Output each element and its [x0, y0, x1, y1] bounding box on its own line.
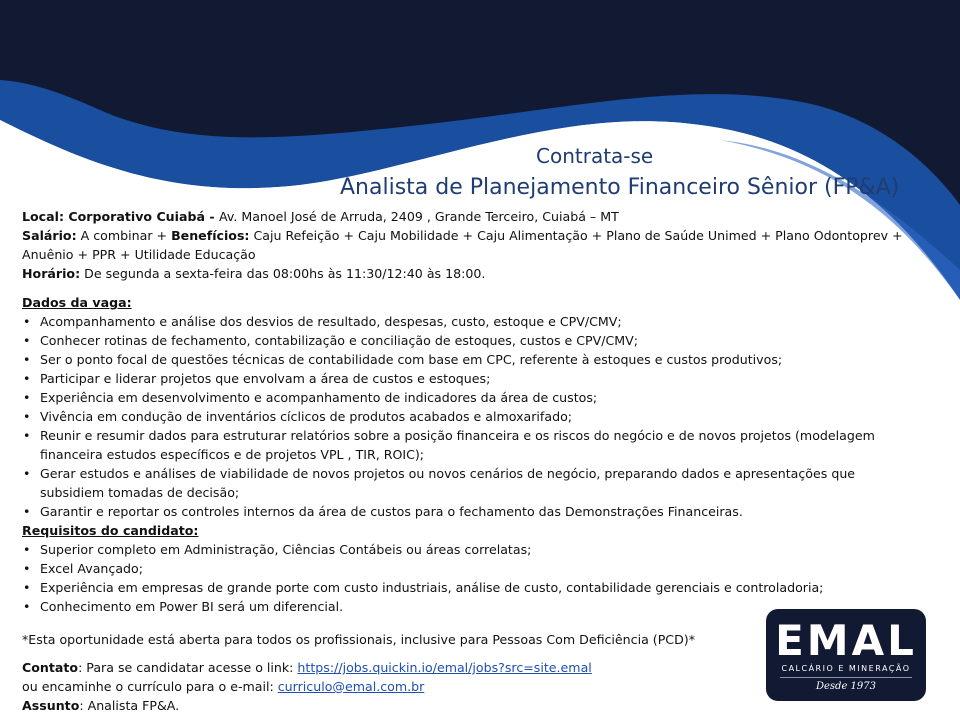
list-item: • Conhecimento em Power BI será um diferencial. [23, 599, 344, 614]
local-label: Local: Corporativo Cuiabá - [22, 209, 219, 224]
list-item: • Gerar estudos e análises de viabilidade de novos projetos ou novos cenários de negócio, preparando dados e apresentações que subsidiem tomadas de decisão; [23, 466, 856, 500]
bullet-icon: • [23, 580, 31, 595]
list-item: • Conhecer rotinas de fechamento, contabilização e conciliação de estoques, custos e CPV/CMV; [23, 333, 639, 348]
email-link[interactable]: curriculo@emal.com.br [277, 679, 425, 694]
list-item: • Experiência em desenvolvimento e acompanhamento de indicadores da área de custos; [23, 390, 598, 405]
beneficios-value: Caju Refeição + Caju Mobilidade + Caju Alimentação + Plano de Saúde Unimed + Plano Odontoprev + [249, 228, 903, 243]
bullet-icon: • [23, 542, 31, 557]
list-item: • Garantir e reportar os controles internos da área de custos para o fechamento das Demonstrações Financeiras. [23, 504, 743, 519]
contato-text: : Para se candidatar acesse o link: [78, 660, 298, 675]
logo-divider [780, 677, 912, 678]
assunto-value: : Analista FP&A. [79, 698, 180, 713]
horario-label: Horário: [22, 266, 81, 281]
horario-value: De segunda a sexta-feira das 08:00hs às 11:30/12:40 às 18:00. [80, 266, 486, 281]
bullet-icon: • [23, 314, 31, 329]
bullet-icon: • [23, 409, 31, 424]
local-value: Av. Manoel José de Arruda, 2409 , Grande Terceiro, Cuiabá – MT [218, 209, 619, 224]
bullet-icon: • [23, 352, 31, 367]
bullet-icon: • [23, 561, 31, 576]
pcd-note: *Esta oportunidade está aberta para todos os profissionais, inclusive para Pessoas Com Deficiência (PCD)* [22, 632, 696, 647]
list-item: • Superior completo em Administração, Ciências Contábeis ou áreas correlatas; [23, 542, 532, 557]
beneficios-label: Benefícios: [171, 228, 250, 243]
list-item: • Experiência em empresas de grande porte com custo industriais, análise de custo, contabilidade gerenciais e controladoria; [23, 580, 824, 595]
dados-heading: Dados da vaga: [22, 295, 132, 310]
bullet-icon: • [23, 466, 31, 481]
requisitos-list [22, 540, 922, 616]
beneficios-continuation: Anuênio + PPR + Utilidade Educação [22, 247, 256, 262]
emal-logo [766, 609, 926, 701]
bullet-icon: • [23, 333, 31, 348]
bullet-icon: • [23, 428, 31, 443]
dados-list [22, 312, 922, 521]
application-link[interactable]: https://jobs.quickin.io/emal/jobs?src=site.emal [297, 660, 592, 675]
logo-wordmark: EMAL [775, 616, 917, 665]
bullet-icon: • [23, 371, 31, 386]
salario-line [22, 226, 922, 245]
horario-line [22, 264, 922, 283]
logo-since: Desde 1973 [815, 681, 876, 692]
title-contrata-se: Contrata-se [536, 144, 654, 168]
salario-value: A combinar + [76, 228, 172, 243]
list-item: • Reunir e resumir dados para estruturar relatórios sobre a posição financeira e os riscos do negócio e de novos projetos (modelagem financeira estudos específicos e de projetos VPL , TIR, ROIC); [23, 428, 875, 462]
bullet-icon: • [23, 390, 31, 405]
list-item: • Vivência em condução de inventários cíclicos de produtos acabados e almoxarifado; [23, 409, 573, 424]
list-item: • Acompanhamento e análise dos desvios de resultado, despesas, custo, estoque e CPV/CMV; [23, 314, 622, 329]
bullet-icon: • [23, 599, 31, 614]
assunto-label: Assunto [22, 698, 80, 713]
bullet-icon: • [23, 504, 31, 519]
logo-tagline: CALCÁRIO E MINERAÇÃO [781, 664, 911, 673]
email-text: ou encaminhe o currículo para o e-mail: [22, 679, 278, 694]
list-item: • Participar e liderar projetos que envolvam a área de custos e estoques; [23, 371, 491, 386]
contato-label: Contato [22, 660, 79, 675]
local-line [22, 207, 922, 226]
job-title: Analista de Planejamento Financeiro Sênior (FP&A) [340, 175, 900, 200]
requisitos-heading: Requisitos do candidato: [22, 523, 199, 538]
list-item: • Excel Avançado; [23, 561, 143, 576]
salario-label: Salário: [22, 228, 77, 243]
list-item: • Ser o ponto focal de questões técnicas de contabilidade com base em CPC, referente à estoques e custos produtivos; [23, 352, 783, 367]
